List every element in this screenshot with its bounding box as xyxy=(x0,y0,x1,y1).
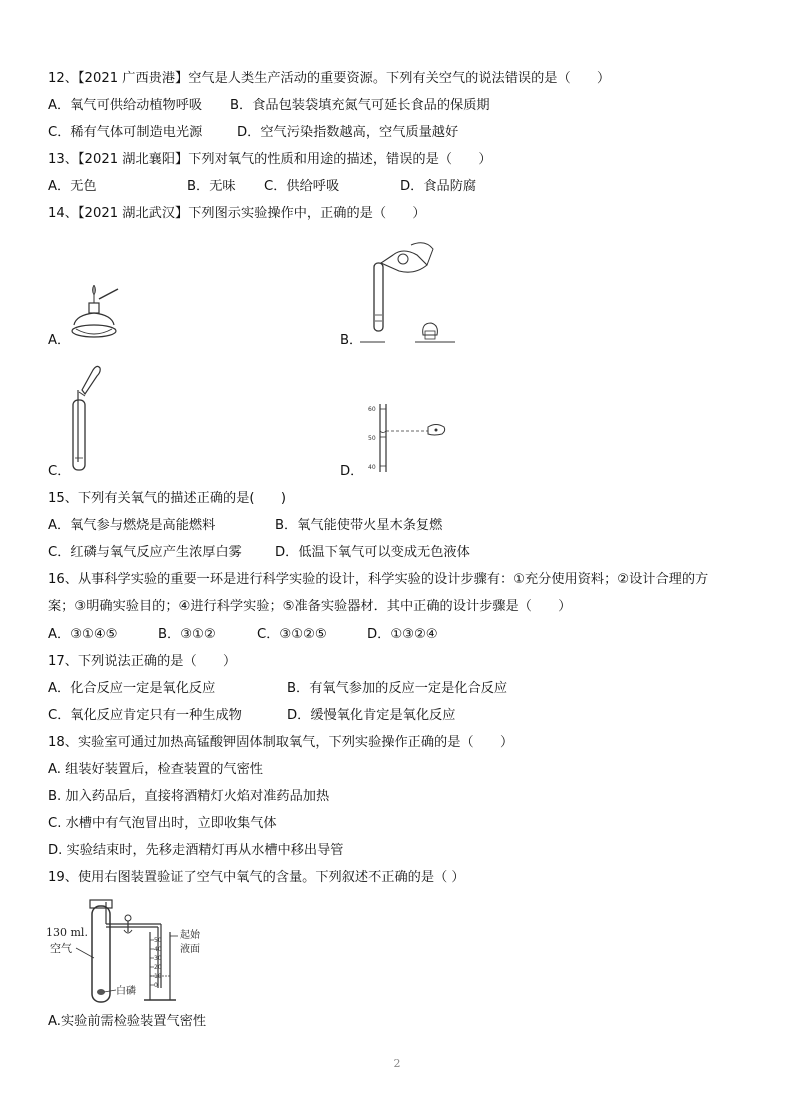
q15-option-d: D．低温下氧气可以变成无色液体 xyxy=(275,545,470,560)
q18-option-c: C. 水槽中有气泡冒出时，立即收集气体 xyxy=(48,816,277,831)
alcohol-lamp-figure xyxy=(66,285,126,345)
q12-option-b: B．食品包装袋填充氮气可延长食品的保质期 xyxy=(230,98,490,113)
fig-label-air: 空气 xyxy=(50,942,72,955)
q16-stem-line1: 16、从事科学实验的重要一环是进行科学实验的设计，科学实验的设计步骤有：①充分使用资料；②设计合理的方 xyxy=(48,572,709,587)
cyl-tick-50: 50 xyxy=(368,435,376,442)
fig-tick-50: 50 xyxy=(154,937,162,944)
q12-option-c: C．稀有气体可制造电光源 xyxy=(48,125,203,140)
q17-stem: 17、下列说法正确的是（ ） xyxy=(48,654,237,669)
q14-stem: 14、【2021 湖北武汉】下列图示实验操作中，正确的是（ ） xyxy=(48,206,426,221)
cyl-tick-40: 40 xyxy=(368,464,376,471)
pouring-liquid-figure xyxy=(355,235,465,345)
q13-option-a: A．无色 xyxy=(48,179,97,194)
q19-stem: 19、使用右图装置验证了空气中氧气的含量。下列叙述不正确的是（ ） xyxy=(48,870,465,885)
q13-option-b: B．无味 xyxy=(187,179,236,194)
q16-option-c: C．③①②⑤ xyxy=(257,627,327,642)
q19-option-a: A.实验前需检验装置气密性 xyxy=(48,1014,207,1029)
q16-option-b: B．③①② xyxy=(158,627,216,642)
fig-tick-40: 40 xyxy=(154,946,162,953)
graduated-cylinder-reading-figure xyxy=(368,400,458,474)
q17-option-c: C．氧化反应肯定只有一种生成物 xyxy=(48,708,242,723)
q13-stem: 13、【2021 湖北襄阳】下列对氧气的性质和用途的描述，错误的是（ ） xyxy=(48,152,492,167)
q17-option-d: D．缓慢氧化肯定是氧化反应 xyxy=(287,708,456,723)
q14-option-b: B． xyxy=(340,333,363,348)
q18-option-d: D. 实验结束时，先移走酒精灯再从水槽中移出导管 xyxy=(48,843,344,858)
q17-option-a: A．化合反应一定是氧化反应 xyxy=(48,681,216,696)
q12-stem: 12、【2021 广西贵港】空气是人类生产活动的重要资源。下列有关空气的说法错误的是（ ） xyxy=(48,71,611,86)
cyl-tick-60: 60 xyxy=(368,406,376,413)
q15-stem: 15、下列有关氧气的描述正确的是( ) xyxy=(48,491,287,506)
q13-option-d: D．食品防腐 xyxy=(400,179,477,194)
q18-option-b: B. 加入药品后，直接将酒精灯火焰对准药品加热 xyxy=(48,789,330,804)
q15-option-a: A．氧气参与燃烧是高能燃料 xyxy=(48,518,216,533)
q16-option-d: D．①③②④ xyxy=(367,627,438,642)
q17-option-b: B．有氧气参加的反应一定是化合反应 xyxy=(287,681,508,696)
q13-option-c: C．供给呼吸 xyxy=(264,179,340,194)
q16-stem-line2: 案；③明确实验目的；④进行科学实验；⑤准备实验器材．其中正确的设计步骤是（ ） xyxy=(48,599,572,614)
q16-option-a: A．③①④⑤ xyxy=(48,627,118,642)
fig-label-volume: 130 ml. xyxy=(46,926,88,939)
oxygen-content-apparatus-figure xyxy=(46,896,226,1008)
fig-tick-0: 0 xyxy=(154,982,158,989)
q12-option-a: A．氧气可供给动植物呼吸 xyxy=(48,98,203,113)
fig-label-start-line2: 液面 xyxy=(180,944,200,955)
fig-tick-30: 30 xyxy=(154,955,162,962)
fig-label-start-line1: 起始 xyxy=(180,930,200,941)
q18-stem: 18、实验室可通过加热高锰酸钾固体制取氧气，下列实验操作正确的是（ ） xyxy=(48,735,514,750)
fig-tick-20: 20 xyxy=(154,964,162,971)
q15-option-c: C．红磷与氧气反应产生浓厚白雾 xyxy=(48,545,242,560)
q18-option-a: A. 组装好装置后，检查装置的气密性 xyxy=(48,762,263,777)
q14-option-a: A． xyxy=(48,333,71,348)
q12-option-d: D．空气污染指数越高，空气质量越好 xyxy=(237,125,459,140)
fig-tick-10: 10 xyxy=(154,973,162,980)
dropper-figure xyxy=(65,362,105,474)
q14-option-c: C． xyxy=(48,464,71,479)
fig-label-phosphorus: 白磷 xyxy=(116,986,136,997)
q15-option-b: B．氧气能使带火星木条复燃 xyxy=(275,518,443,533)
page-number: 2 xyxy=(393,1057,401,1070)
q14-option-d: D． xyxy=(340,464,364,479)
